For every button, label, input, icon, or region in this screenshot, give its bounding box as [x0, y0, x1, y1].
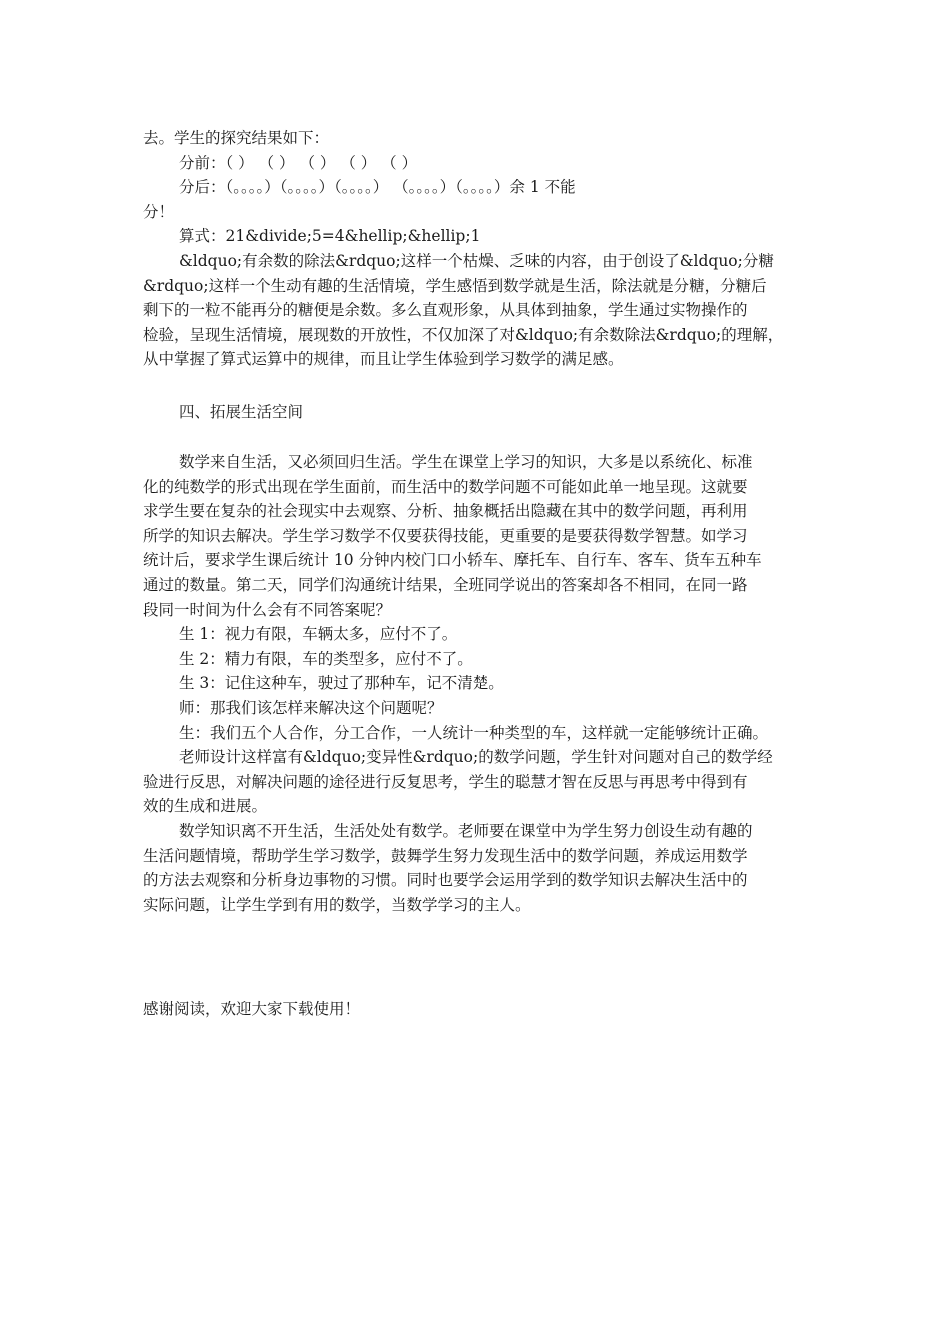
- text-line: 数学知识离不开生活，生活处处有数学。老师要在课堂中为学生努力创设生动有趣的: [179, 821, 753, 840]
- section-heading-block: [143, 400, 815, 425]
- text-line: 所学的知识去解决。学生学习数学不仅要获得技能，更重要的是要获得数学智慧。如学习: [143, 526, 748, 545]
- text-line: 通过的数量。第二天，同学们沟通统计结果，全班同学说出的答案却各不相同，在同一路: [143, 575, 748, 594]
- text-line: 检验，呈现生活情境，展现数的开放性，不仅加深了对&ldquo;有余数除法&rdquo;的理解，: [143, 325, 784, 344]
- section-heading: 四、拓展生活空间: [179, 403, 304, 421]
- text-line: 生活问题情境，帮助学生学习数学，鼓舞学生努力发现生活中的数学问题，养成运用数学: [143, 846, 748, 865]
- text-line: 去。学生的探究结果如下：: [143, 129, 330, 147]
- text-line: 实际问题，让学生学到有用的数学，当数学学习的主人。: [143, 895, 531, 914]
- formula-line: 算式：21&divide;5=4&hellip;&hellip;1: [179, 227, 481, 246]
- dialogue-line: 生 2：精力有限，车的类型多，应付不了。: [179, 649, 473, 668]
- text-line: 化的纯数学的形式出现在学生面前，而生活中的数学问题不可能如此单一地呈现。这就要: [143, 477, 748, 496]
- dialogue-line: 生 3：记住这种车，驶过了那种车，记不清楚。: [179, 674, 504, 693]
- closing-paragraph: [143, 997, 815, 1022]
- before-division-line: 分前：（ ） （ ） （ ） （ ） （ ）: [179, 153, 418, 172]
- text-line: 求学生要在复杂的社会现实中去观察、分析、抽象概括出隐藏在其中的数学问题，再利用: [143, 502, 748, 521]
- dialogue-line: 生 1：视力有限，车辆太多，应付不了。: [179, 625, 458, 644]
- text-line: 数学来自生活，又必须回归生活。学生在课堂上学习的知识，大多是以系统化、标准: [179, 453, 753, 471]
- main-paragraph: [143, 450, 815, 917]
- text-line: 验进行反思，对解决问题的途径进行反复思考，学生的聪慧才智在反思与再思考中得到有: [143, 772, 748, 791]
- text-line: 剩下的一粒不能再分的糖便是余数。多么直观形象，从具体到抽象，学生通过实物操作的: [143, 301, 748, 320]
- text-line: 老师设计这样富有&ldquo;变异性&rdquo;的数学问题，学生针对问题对自己的数学经: [179, 748, 773, 767]
- dialogue-line: 生：我们五个人合作，分工合作，一人统计一种类型的车，这样就一定能够统计正确。: [179, 723, 769, 742]
- dialogue-line: 师：那我们该怎样来解决这个问题呢？: [179, 698, 443, 717]
- closing-text: 感谢阅读，欢迎大家下载使用！: [143, 1000, 361, 1018]
- after-division-line: 分后：（。。。。）（。。。。）（。。。。） （。。。。）（。。。。）余 1 不能: [179, 178, 576, 197]
- text-line: 从中掌握了算式运算中的规律，而且让学生体验到学习数学的满足感。: [143, 350, 624, 369]
- text-line: 段同一时间为什么会有不同答案呢？: [143, 600, 392, 619]
- after-division-line-continued: 分！: [143, 202, 175, 221]
- text-line: 的方法去观察和分析身边事物的习惯。同时也要学会运用学到的数学知识去解决生活中的: [143, 871, 748, 890]
- text-line: &ldquo;有余数的除法&rdquo;这样一个枯燥、乏味的内容，由于创设了&ldquo;分糖: [179, 251, 774, 270]
- text-line: 效的生成和进展。: [143, 797, 268, 816]
- intro-paragraph: [143, 126, 815, 372]
- text-line: 统计后，要求学生课后统计 10 分钟内校门口小轿车、摩托车、自行车、客车、货车五种车: [143, 551, 762, 570]
- text-line: &rdquo;这样一个生动有趣的生活情境，学生感悟到数学就是生活，除法就是分糖，分糖后: [143, 276, 767, 295]
